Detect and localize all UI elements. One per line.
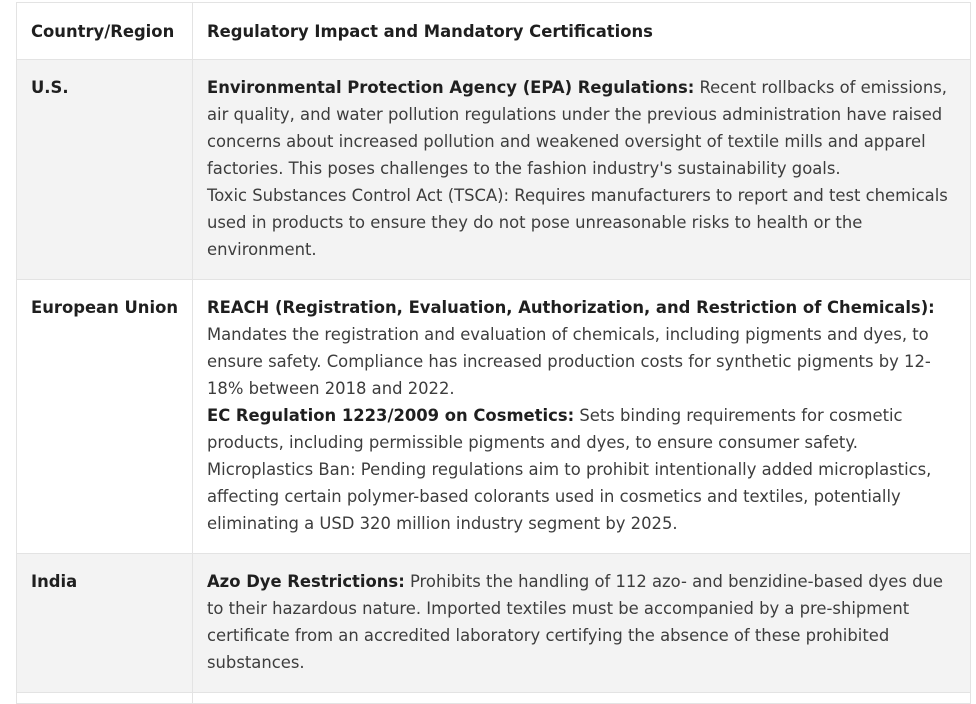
row-country-us: U.S.: [17, 60, 193, 280]
row-country-eu: European Union: [17, 280, 193, 554]
table-row: [17, 280, 971, 554]
regulation-text: Recent rollbacks of emissions, air quality, and water pollution regulations under the previous administration have raised concerns about increased pollution and weakened oversight of textile mills and apparel factories. This poses challenges to the fashion industry's sustainability goals.: [207, 78, 947, 178]
table-row: [17, 554, 971, 693]
list-item: [207, 74, 958, 182]
regulation-text: Prohibits the handling of 112 azo- and benzidine-based dyes due to their hazardous nature. Imported textiles must be accompanied by a pre-shipment certificate from an accredited laboratory certifying the absence of these prohibited substances.: [207, 572, 944, 672]
regulations-table: [16, 2, 971, 704]
regulation-text: Sets binding requirements for cosmetic products, including permissible pigments and dyes, to ensure consumer safety. Microplastics Ban: Pending regulations aim to prohibit intentionally added microplastics, affecting certain polymer-based colorants used in cosmetics and textiles, potentially eliminating a USD 320 million industry segment by 2025.: [207, 406, 932, 533]
row-details-india: [193, 554, 971, 693]
row-details-us: [193, 60, 971, 280]
list-item: [207, 568, 958, 676]
row-country-india: India: [17, 554, 193, 693]
regulation-label: Azo Dye Restrictions:: [207, 572, 405, 591]
list-item: [207, 294, 958, 402]
regulation-label: Environmental Protection Agency (EPA) Regulations:: [207, 78, 695, 97]
header-country-region: Country/Region: [17, 3, 193, 60]
regulation-text: Mandates the registration and evaluation of chemicals, including pigments and dyes, to ensure safety. Compliance has increased production costs for synthetic pigments by 12-18% between 2018 and 2022.: [207, 325, 931, 398]
table-header-row: [17, 3, 971, 60]
regulation-text: Toxic Substances Control Act (TSCA): Requires manufacturers to report and test chemicals used in products to ensure they do not pose unreasonable risks to health or the environment.: [207, 186, 948, 259]
table-cell-empty: [193, 693, 971, 704]
list-item: [207, 402, 958, 537]
row-details-eu: [193, 280, 971, 554]
list-item: [207, 182, 958, 263]
regulation-label: REACH (Registration, Evaluation, Authorization, and Restriction of Chemicals):: [207, 298, 935, 317]
header-regulatory-impact: Regulatory Impact and Mandatory Certifications: [193, 3, 971, 60]
regulation-label: EC Regulation 1223/2009 on Cosmetics:: [207, 406, 575, 425]
table-row: [17, 60, 971, 280]
table-row-partial: [17, 693, 971, 704]
table-cell-empty: [17, 693, 193, 704]
